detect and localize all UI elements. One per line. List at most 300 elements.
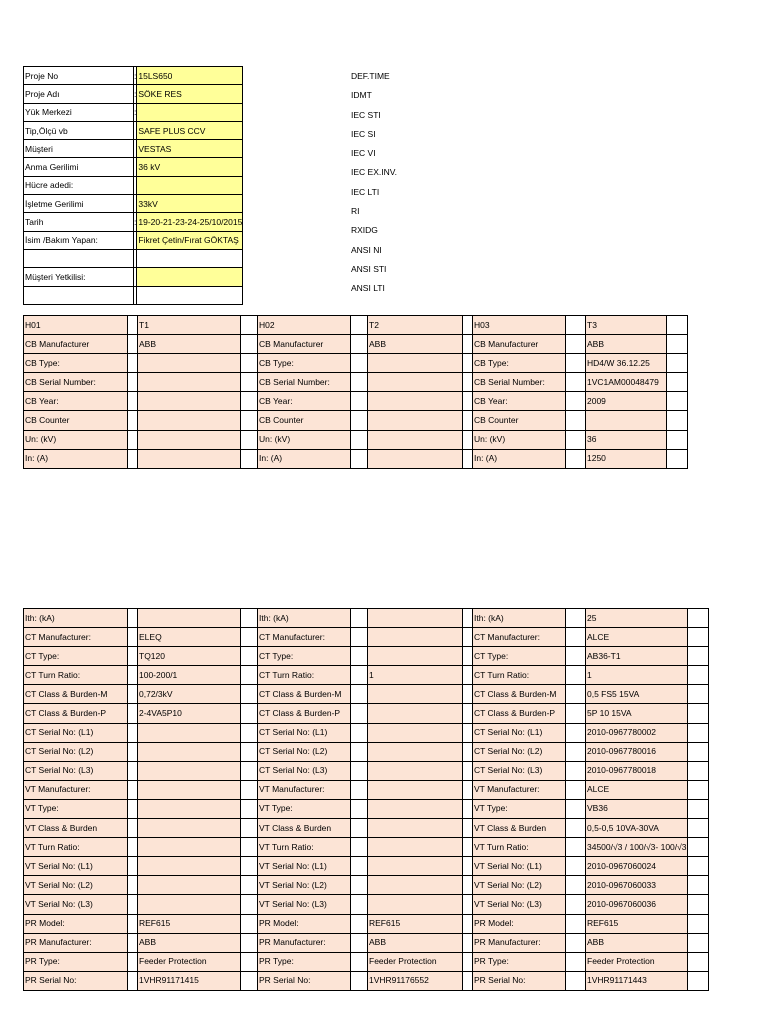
- field-value[interactable]: 1250: [586, 449, 667, 468]
- separator-cell: [687, 628, 708, 647]
- separator-cell: [128, 647, 138, 666]
- separator-cell: [463, 354, 473, 373]
- separator-cell: [566, 857, 586, 876]
- separator-cell: [241, 449, 258, 468]
- project-label: Tarih: [24, 213, 134, 231]
- separator-cell: [566, 392, 586, 411]
- separator-cell: [241, 971, 258, 990]
- field-value[interactable]: [138, 609, 241, 628]
- separator-cell: [566, 373, 586, 392]
- project-value[interactable]: [137, 103, 243, 121]
- field-value[interactable]: [138, 857, 241, 876]
- field-value[interactable]: VB36: [586, 799, 688, 818]
- table-row: [24, 666, 709, 685]
- field-label: H03: [473, 316, 566, 335]
- separator-cell: [463, 819, 473, 838]
- field-value[interactable]: REF615: [138, 914, 241, 933]
- field-label: CB Counter: [473, 411, 566, 430]
- project-label: [24, 286, 134, 304]
- field-value[interactable]: [368, 392, 463, 411]
- field-value[interactable]: 1VC1AM00048479: [586, 373, 667, 392]
- field-label: CT Serial No: (L3): [258, 761, 351, 780]
- separator-cell: [687, 895, 708, 914]
- separator-cell: [351, 914, 368, 933]
- separator-cell: [351, 609, 368, 628]
- separator-cell: [463, 666, 473, 685]
- separator-cell: [667, 373, 688, 392]
- field-value[interactable]: HD4/W 36.12.25: [586, 354, 667, 373]
- project-colon-cell: :: [134, 85, 137, 103]
- field-value[interactable]: 2010-0967780002: [586, 723, 688, 742]
- field-value[interactable]: [138, 761, 241, 780]
- separator-cell: [241, 761, 258, 780]
- field-label: CB Counter: [258, 411, 351, 430]
- separator-cell: [128, 316, 138, 335]
- project-row: [24, 85, 243, 103]
- separator-cell: [566, 335, 586, 354]
- field-value[interactable]: 2010-0967060036: [586, 895, 688, 914]
- field-label: H01: [24, 316, 128, 335]
- separator-cell: [128, 666, 138, 685]
- field-label: CT Class & Burden-P: [24, 704, 128, 723]
- separator-cell: [566, 449, 586, 468]
- project-label: Yük Merkezi: [24, 103, 134, 121]
- field-label: In: (A): [473, 449, 566, 468]
- field-value[interactable]: [138, 780, 241, 799]
- separator-cell: [463, 723, 473, 742]
- separator-cell: [241, 704, 258, 723]
- field-label: VT Class & Burden: [24, 819, 128, 838]
- curve-type-item: IEC EX.INV.: [351, 167, 397, 178]
- table-row: [24, 819, 709, 838]
- field-value[interactable]: ABB: [368, 335, 463, 354]
- table-row: [24, 335, 688, 354]
- separator-cell: [566, 704, 586, 723]
- field-label: VT Turn Ratio:: [258, 838, 351, 857]
- project-value[interactable]: [137, 249, 243, 267]
- project-value[interactable]: [137, 231, 243, 249]
- separator-cell: [351, 780, 368, 799]
- separator-cell: [351, 933, 368, 952]
- separator-cell: [566, 742, 586, 761]
- field-value[interactable]: [138, 895, 241, 914]
- field-label: Un: (kV): [258, 430, 351, 449]
- field-value[interactable]: ALCE: [586, 628, 688, 647]
- field-value[interactable]: [138, 411, 241, 430]
- project-row: [24, 158, 243, 176]
- separator-cell: [566, 685, 586, 704]
- separator-cell: [463, 914, 473, 933]
- field-value[interactable]: [368, 354, 463, 373]
- field-label: CT Class & Burden-M: [473, 685, 566, 704]
- curve-type-item: IEC STI: [351, 109, 381, 120]
- table-row: [24, 609, 709, 628]
- separator-cell: [241, 411, 258, 430]
- table-row: [24, 430, 688, 449]
- project-value[interactable]: [137, 286, 243, 304]
- field-label: CB Manufacturer: [258, 335, 351, 354]
- field-value[interactable]: 5P 10 15VA: [586, 704, 688, 723]
- project-value-text: 33kV: [138, 198, 158, 209]
- table-row: [24, 354, 688, 373]
- field-label: CB Year:: [473, 392, 566, 411]
- project-value[interactable]: [137, 158, 243, 176]
- field-value[interactable]: [138, 430, 241, 449]
- field-value[interactable]: [138, 838, 241, 857]
- separator-cell: [241, 780, 258, 799]
- field-value[interactable]: [368, 411, 463, 430]
- project-label: Hücre adedi:: [24, 176, 134, 194]
- curve-type-item: DEF.TIME: [351, 71, 390, 81]
- separator-cell: [351, 666, 368, 685]
- project-label: Tip,Ölçü vb: [24, 121, 134, 139]
- separator-cell: [667, 354, 688, 373]
- field-value[interactable]: ABB: [586, 933, 688, 952]
- project-value[interactable]: [137, 67, 243, 85]
- field-value[interactable]: 34500/√3 / 100/√3- 100/√3: [586, 838, 688, 857]
- separator-cell: [463, 373, 473, 392]
- separator-cell: [241, 742, 258, 761]
- separator-cell: [128, 857, 138, 876]
- separator-cell: [463, 335, 473, 354]
- project-row: [24, 213, 243, 231]
- separator-cell: [463, 933, 473, 952]
- project-row: [24, 268, 243, 286]
- field-label: VT Manufacturer:: [258, 780, 351, 799]
- field-label: VT Turn Ratio:: [24, 838, 128, 857]
- separator-cell: [566, 838, 586, 857]
- curve-type-item: IEC VI: [351, 148, 376, 159]
- field-value[interactable]: 1: [586, 666, 688, 685]
- field-value[interactable]: [368, 647, 463, 666]
- field-value[interactable]: [368, 799, 463, 818]
- field-value[interactable]: [368, 723, 463, 742]
- field-value[interactable]: ABB: [368, 933, 463, 952]
- separator-cell: [566, 933, 586, 952]
- project-value[interactable]: [137, 195, 243, 213]
- field-value[interactable]: ELEQ: [138, 628, 241, 647]
- separator-cell: [128, 609, 138, 628]
- separator-cell: [351, 761, 368, 780]
- field-value[interactable]: AB36-T1: [586, 647, 688, 666]
- field-label: PR Type:: [24, 952, 128, 971]
- project-row: [24, 67, 243, 85]
- field-label: CT Turn Ratio:: [258, 666, 351, 685]
- separator-cell: [463, 799, 473, 818]
- field-value[interactable]: [368, 609, 463, 628]
- field-label: PR Model:: [24, 914, 128, 933]
- field-value[interactable]: [368, 742, 463, 761]
- field-value[interactable]: T2: [368, 316, 463, 335]
- project-row: [24, 286, 243, 304]
- separator-cell: [687, 971, 708, 990]
- separator-cell: [687, 723, 708, 742]
- separator-cell: [128, 742, 138, 761]
- separator-cell: [351, 857, 368, 876]
- field-label: Ith: (kA): [258, 609, 351, 628]
- field-value[interactable]: 0,5-0,5 10VA-30VA: [586, 819, 688, 838]
- field-value[interactable]: 2010-0967060033: [586, 876, 688, 895]
- field-value[interactable]: REF615: [368, 914, 463, 933]
- field-label: VT Serial No: (L1): [473, 857, 566, 876]
- field-value[interactable]: 2-4VA5P10: [138, 704, 241, 723]
- separator-cell: [667, 430, 688, 449]
- field-value[interactable]: [368, 704, 463, 723]
- project-value[interactable]: [137, 140, 243, 158]
- field-label: PR Type:: [473, 952, 566, 971]
- field-value[interactable]: [368, 449, 463, 468]
- project-value-text: 19-20-21-23-24-25/10/2015: [138, 217, 243, 228]
- field-value[interactable]: [138, 799, 241, 818]
- separator-cell: [667, 411, 688, 430]
- field-value[interactable]: 36: [586, 430, 667, 449]
- separator-cell: [128, 819, 138, 838]
- separator-cell: [128, 780, 138, 799]
- field-label: CT Manufacturer:: [258, 628, 351, 647]
- field-label: PR Model:: [473, 914, 566, 933]
- separator-cell: [128, 933, 138, 952]
- field-label: CT Serial No: (L1): [258, 723, 351, 742]
- field-value[interactable]: ALCE: [586, 780, 688, 799]
- separator-cell: [128, 838, 138, 857]
- separator-cell: [566, 780, 586, 799]
- separator-cell: [241, 609, 258, 628]
- separator-cell: [687, 761, 708, 780]
- field-label: VT Class & Burden: [258, 819, 351, 838]
- separator-cell: [351, 316, 368, 335]
- separator-cell: [241, 373, 258, 392]
- project-value[interactable]: [137, 176, 243, 194]
- field-value[interactable]: [368, 857, 463, 876]
- table-row: [24, 723, 709, 742]
- field-value[interactable]: [586, 411, 667, 430]
- project-value[interactable]: [137, 213, 243, 231]
- field-value[interactable]: [368, 895, 463, 914]
- separator-cell: [351, 647, 368, 666]
- separator-cell: [241, 685, 258, 704]
- curve-type-item: ANSI STI: [351, 263, 387, 274]
- field-value[interactable]: ABB: [138, 335, 241, 354]
- field-value[interactable]: ABB: [586, 335, 667, 354]
- separator-cell: [463, 628, 473, 647]
- field-label: VT Serial No: (L2): [473, 876, 566, 895]
- separator-cell: [463, 971, 473, 990]
- separator-cell: [463, 449, 473, 468]
- curve-type-item: IEC LTI: [351, 186, 380, 197]
- field-value[interactable]: 2010-0967780016: [586, 742, 688, 761]
- field-value[interactable]: [138, 723, 241, 742]
- project-row: [24, 121, 243, 139]
- field-value[interactable]: [138, 876, 241, 895]
- separator-cell: [128, 761, 138, 780]
- field-value[interactable]: Feeder Protection: [368, 952, 463, 971]
- project-row: [24, 103, 243, 121]
- field-label: PR Model:: [258, 914, 351, 933]
- field-label: VT Serial No: (L3): [24, 895, 128, 914]
- separator-cell: [566, 666, 586, 685]
- separator-cell: [128, 952, 138, 971]
- field-label: CB Serial Number:: [258, 373, 351, 392]
- field-value[interactable]: [368, 685, 463, 704]
- field-label: CT Manufacturer:: [24, 628, 128, 647]
- separator-cell: [463, 685, 473, 704]
- separator-cell: [351, 411, 368, 430]
- project-label: Müşteri: [24, 140, 134, 158]
- separator-cell: [241, 628, 258, 647]
- separator-cell: [687, 799, 708, 818]
- field-value[interactable]: 25: [586, 609, 688, 628]
- separator-cell: [351, 449, 368, 468]
- field-label: VT Serial No: (L3): [258, 895, 351, 914]
- separator-cell: [351, 723, 368, 742]
- field-value[interactable]: 1VHR91171415: [138, 971, 241, 990]
- separator-cell: [128, 685, 138, 704]
- project-value-text: 36 kV: [138, 162, 161, 173]
- field-label: CT Type:: [24, 647, 128, 666]
- field-value[interactable]: 1: [368, 666, 463, 685]
- curve-type-item: ANSI NI: [351, 244, 382, 255]
- separator-cell: [241, 933, 258, 952]
- field-value[interactable]: 0,72/3kV: [138, 685, 241, 704]
- field-value[interactable]: [368, 819, 463, 838]
- separator-cell: [566, 819, 586, 838]
- field-label: VT Serial No: (L3): [473, 895, 566, 914]
- field-value[interactable]: T3: [586, 316, 667, 335]
- separator-cell: [463, 704, 473, 723]
- separator-cell: [667, 449, 688, 468]
- field-value[interactable]: 2010-0967780018: [586, 761, 688, 780]
- separator-cell: [241, 647, 258, 666]
- project-value-text: Fikret Çetin/Fırat GÖKTAŞ: [138, 235, 239, 246]
- field-label: CT Type:: [473, 647, 566, 666]
- field-value[interactable]: Feeder Protection: [138, 952, 241, 971]
- separator-cell: [351, 335, 368, 354]
- separator-cell: [351, 373, 368, 392]
- separator-cell: [351, 799, 368, 818]
- field-value[interactable]: 1VHR91171443: [586, 971, 688, 990]
- field-label: CT Turn Ratio:: [473, 666, 566, 685]
- separator-cell: [687, 857, 708, 876]
- separator-cell: [128, 971, 138, 990]
- field-value[interactable]: REF615: [586, 914, 688, 933]
- field-label: CB Type:: [473, 354, 566, 373]
- field-value[interactable]: 1VHR91176552: [368, 971, 463, 990]
- field-label: VT Type:: [258, 799, 351, 818]
- field-label: PR Manufacturer:: [473, 933, 566, 952]
- separator-cell: [128, 392, 138, 411]
- curve-type-item: IEC SI: [351, 128, 376, 139]
- table-row: [24, 392, 688, 411]
- field-value[interactable]: [138, 449, 241, 468]
- field-label: VT Serial No: (L1): [258, 857, 351, 876]
- project-row: [24, 231, 243, 249]
- field-label: VT Turn Ratio:: [473, 838, 566, 857]
- field-label: CT Class & Burden-M: [258, 685, 351, 704]
- field-value[interactable]: [138, 392, 241, 411]
- separator-cell: [351, 819, 368, 838]
- field-label: CB Year:: [258, 392, 351, 411]
- field-value[interactable]: 2009: [586, 392, 667, 411]
- separator-cell: [128, 628, 138, 647]
- field-value[interactable]: [368, 430, 463, 449]
- field-value[interactable]: TQ120: [138, 647, 241, 666]
- project-label: Müşteri Yetkilisi:: [24, 268, 134, 286]
- separator-cell: [241, 838, 258, 857]
- field-value[interactable]: [368, 780, 463, 799]
- field-value[interactable]: 100-200/1: [138, 666, 241, 685]
- field-value[interactable]: [368, 373, 463, 392]
- project-info-table: [23, 66, 243, 305]
- project-value[interactable]: [137, 268, 243, 286]
- field-value[interactable]: 2010-0967060024: [586, 857, 688, 876]
- field-label: CB Serial Number:: [473, 373, 566, 392]
- field-value[interactable]: [138, 742, 241, 761]
- separator-cell: [687, 819, 708, 838]
- separator-cell: [463, 857, 473, 876]
- table-row: [24, 952, 709, 971]
- field-value[interactable]: [368, 838, 463, 857]
- field-value[interactable]: [368, 628, 463, 647]
- separator-cell: [128, 373, 138, 392]
- field-value[interactable]: [368, 876, 463, 895]
- project-value[interactable]: [137, 121, 243, 139]
- field-label: CT Serial No: (L1): [24, 723, 128, 742]
- breaker-data-table: [23, 315, 688, 469]
- field-value[interactable]: T1: [138, 316, 241, 335]
- project-value-text: SAFE PLUS CCV: [138, 125, 206, 136]
- field-value[interactable]: 0,5 FS5 15VA: [586, 685, 688, 704]
- field-value[interactable]: [138, 819, 241, 838]
- field-label: Un: (kV): [24, 430, 128, 449]
- field-label: CB Type:: [258, 354, 351, 373]
- project-value[interactable]: [137, 85, 243, 103]
- field-label: CT Serial No: (L2): [24, 742, 128, 761]
- separator-cell: [351, 742, 368, 761]
- separator-cell: [687, 742, 708, 761]
- table-row: [24, 449, 688, 468]
- separator-cell: [241, 666, 258, 685]
- separator-cell: [351, 628, 368, 647]
- separator-cell: [667, 335, 688, 354]
- table-row: [24, 876, 709, 895]
- field-value[interactable]: [138, 354, 241, 373]
- field-value[interactable]: ABB: [138, 933, 241, 952]
- table-row: [24, 895, 709, 914]
- project-label: İsim /Bakım Yapan:: [24, 231, 134, 249]
- field-label: CT Turn Ratio:: [24, 666, 128, 685]
- field-value[interactable]: [138, 373, 241, 392]
- separator-cell: [351, 952, 368, 971]
- separator-cell: [463, 952, 473, 971]
- separator-cell: [351, 876, 368, 895]
- field-value[interactable]: Feeder Protection: [586, 952, 688, 971]
- table-row: [24, 761, 709, 780]
- project-row: [24, 140, 243, 158]
- field-label: In: (A): [258, 449, 351, 468]
- separator-cell: [241, 316, 258, 335]
- separator-cell: [566, 430, 586, 449]
- field-label: PR Manufacturer:: [258, 933, 351, 952]
- separator-cell: [566, 411, 586, 430]
- field-label: VT Serial No: (L1): [24, 857, 128, 876]
- separator-cell: [566, 316, 586, 335]
- field-label: VT Type:: [24, 799, 128, 818]
- separator-cell: [241, 952, 258, 971]
- field-value[interactable]: [368, 761, 463, 780]
- separator-cell: [128, 723, 138, 742]
- field-label: PR Serial No:: [24, 971, 128, 990]
- field-label: CT Class & Burden-M: [24, 685, 128, 704]
